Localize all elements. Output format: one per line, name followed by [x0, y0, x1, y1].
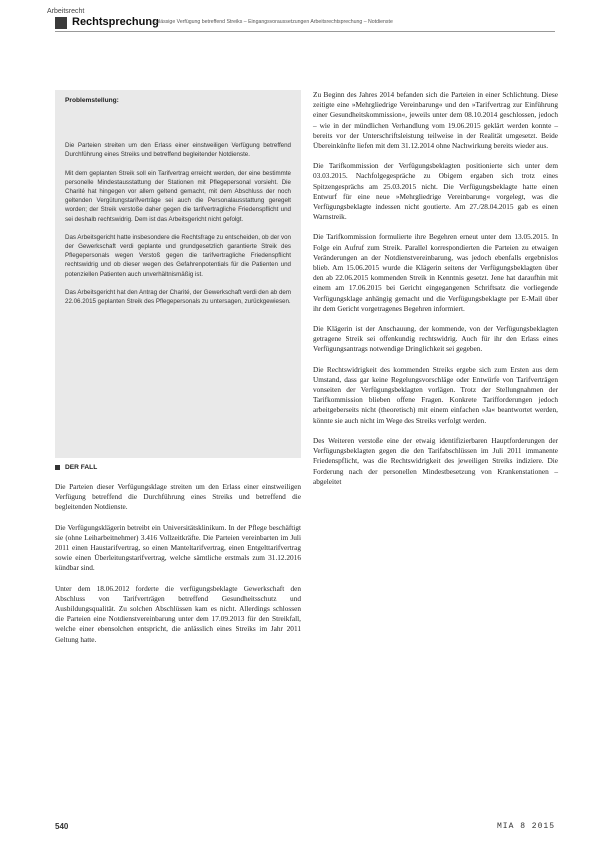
header-marker-square	[55, 17, 67, 29]
section-label: Arbeitsrecht	[47, 8, 85, 15]
problem-paragraph: Die Parteien streiten um den Erlass einer einstweiligen Verfügung betreffend Durchführung eines Streiks und betreffend begleitender Notdienste.	[65, 142, 291, 159]
right-column-body	[313, 90, 558, 497]
journal-reference: MIA 8 2015	[496, 822, 555, 831]
body-paragraph: Die Tarifkommission formulierte ihre Begehren erneut unter dem 13.05.2015. In Folge ein Aufruf zum Streik. Parallel korrespondierten die Parteien zu etwaigen Veränderungen an der Notdienstvereinbarung, was jedoch ebenfalls ergebnislos blieb. Am 15.06.2015 wurde die Klägerin seitens der Verfügungsbeklagten über den ab 22.06.2015 kommenden Streik in Kenntnis gesetzt. Jene hat daraufhin mit einem am 17.06.2015 bei Gericht eingegangenen Schriftsatz die vorliegende Verfügungsklage anhängig gemacht und die Verfügungsbeklagte per E-Mail über ihr dem Gericht vorgetragenes Begehren informiert.	[313, 232, 558, 313]
case-heading-label: DER FALL	[65, 464, 98, 471]
body-paragraph: Die Tarifkommission der Verfügungsbeklagten positionierte sich unter dem 03.03.2015. Nachfolgegespräche zu Obigem ergaben sich trotz eines Spitzengesprächs am 25.03.2015 nicht. Die Verfügungsbeklagte hatte einen Entwurf für eine neue »Mehrgliedrige Vereinbarung« vorgelegt, was die Verfügungsbeklagte indessen nicht goutierte. Am 27./28.04.2015 gab es einen Warnstreik.	[313, 161, 558, 222]
body-paragraph: Die Parteien dieser Verfügungsklage streiten um den Erlass einer einstweiligen Verfügung betreffend die Durchführung eines Streiks und betreffend die begleitenden Notdienste.	[55, 482, 301, 512]
page-subtitle: Zulässige Verfügung betreffend Streiks – Eingangsvoraussetzungen Arbeitsrechtsprechung – Notdienste	[153, 19, 393, 25]
problem-heading: Problemstellung:	[65, 97, 119, 104]
page-number: 540	[55, 822, 69, 831]
problem-paragraph: Mit dem geplanten Streik soll ein Tarifvertrag erreicht werden, der eine bestimmte personelle Mindestausstattung der Stationen mit Pflegepersonal vorsieht. Die Charité hat hingegen vor allem geltend gemacht, mit dem Abschluss der noch geltenden Vergütungstarifverträge sei auch die Personalausstattung geregelt worden; der Streik verstoße daher gegen die tarifvertragliche Friedenspflicht und sei deshalb rechtswidrig. Dem ist das Arbeitsgericht nicht gefolgt.	[65, 169, 291, 223]
body-paragraph: Zu Beginn des Jahres 2014 befanden sich die Parteien in einer Schlichtung. Diese zeitigte eine »Mehrgliedrige Vereinbarung« und den »Tarifvertrag zur Einführung einer Gesundheitskommission«, jeweils unter dem 08.10.2014 geschlossen, jedoch – wie in der mündlichen Verhandlung vom 19.06.2015 geklärt werden konnte – bereits vor der Unterschriftsleistung teilweise in der Realität umgesetzt. Beide Übereinkünfte liefen mit dem 31.12.2014 ohne Nachwirkung bereits wieder aus.	[313, 90, 558, 151]
problem-paragraph: Das Arbeitsgericht hat den Antrag der Charité, der Gewerkschaft verdi den ab dem 22.06.2015 geplanten Streik des Pflegepersonals zu untersagen, zurückgewiesen.	[65, 288, 291, 306]
body-paragraph: Die Rechtswidrigkeit des kommenden Streiks ergebe sich zum Ersten aus dem Umstand, dass gar keine Regelungsvorschläge oder Entwürfe von Tarifverträgen vonseiten der Verfügungsbeklagten vorlägen. Trotz der Stellungnahmen der Tarifkommission blieben offene Fragen. Konkrete Tarifforderungen jedoch arbeitgeberseits nicht (theoretisch) mit einem einfachen »Ja« beantwortet werden, könnte sie auch nicht im Wege des Streiks verfolgt werden.	[313, 364, 558, 425]
body-paragraph: Unter dem 18.06.2012 forderte die verfügungsbeklagte Gewerkschaft den Abschluss von Tarifverträgen betreffend Gesundheitsschutz und Ausbildungsqualität. Zu solchen Abschlüssen kam es nicht. Allerdings schlossen die Parteien eine Notdienstvereinbarung unter dem 17.09.2013 für den Streikfall, welche einer ebensolchen entspricht, die anlässlich eines Streiks im Jahr 2011 Geltung hatte.	[55, 583, 301, 644]
body-paragraph: Die Verfügungsklägerin betreibt ein Universitätsklinikum. In der Pflege beschäftigt sie (ohne Leiharbeitnehmer) 3.416 Vollzeitkräfte. Die Parteien vereinbarten im Juli 2011 einen Haustarifvertrag, so einen Manteltarifvertrag, einen Entgelttarifvertrag sowie einen Überleitungstarifvertrag, welche sämtliche erstmals zum 31.12.2016 kündbar sind.	[55, 522, 301, 573]
square-bullet-icon	[55, 465, 60, 470]
left-column-body	[55, 482, 301, 655]
body-paragraph: Des Weiteren verstoße eine der etwaig identifizierbaren Hauptforderungen der Verfügungsbeklagten gegen die den Tarifabschlüssen im Juli 2011 immanente Friedenspflicht, was die Rechtswidrigkeit des jeweiligen Streiks indiziere. Die Forderung nach der personellen Mindestbesetzung von Krankenstationen – abgeleitet	[313, 435, 558, 486]
problem-statement-box	[55, 90, 301, 458]
body-paragraph: Die Klägerin ist der Anschauung, der kommende, von der Verfügungsbeklagten getragene Streik sei offenkundig rechtswidrig. Auch für ihr den Erlass eines Verfügungsantrags notwendige Dringlichkeit sei gegeben.	[313, 324, 558, 354]
page-title: Rechtsprechung	[72, 16, 159, 28]
case-heading	[55, 464, 97, 471]
header-divider	[55, 31, 555, 32]
problem-paragraph: Das Arbeitsgericht hatte insbesondere die Rechtsfrage zu entscheiden, ob der von der Gewerkschaft verdi geplante und grundgesetzlich garantierte Streik des Pflegepersonals wegen Verstoß gegen die tarifvertragliche Friedenspflicht rechtswidrig und ob dieser wegen des Gefahrenpotentials für die Patienten und potenziellen Patienten auch unverhältnismäßig ist.	[65, 233, 291, 278]
